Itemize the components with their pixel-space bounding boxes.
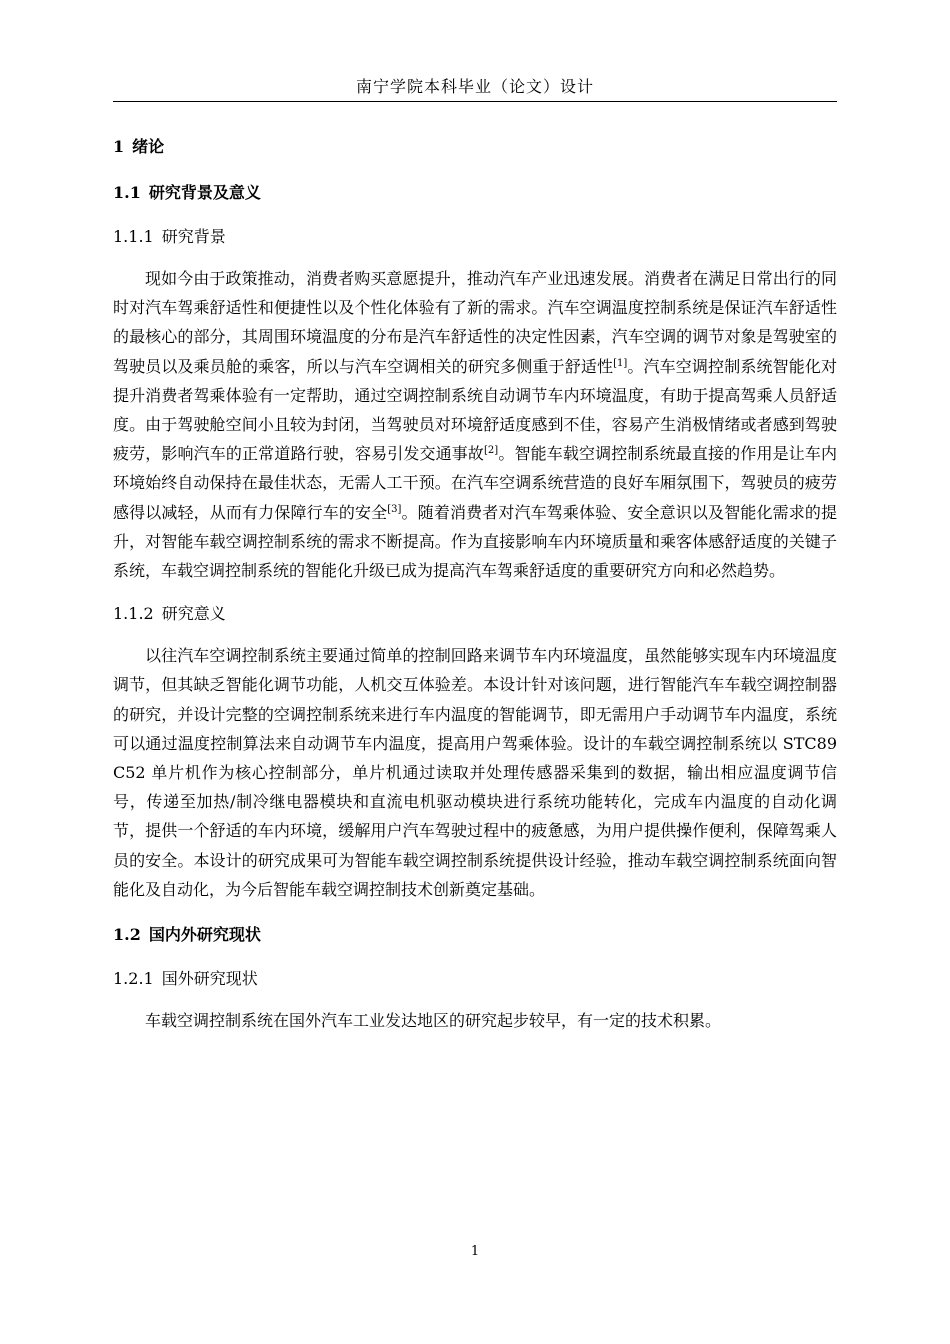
text-run: 。随着消费者对汽车驾乘体验、安全意识以及智能化需求的提升，对智能车载空调控制系统的需求不断提高。作为直接影响车内环境质量和乘客体感舒适度的关键子系统，车载空调控制系统的智能化升级已成为提高汽车驾乘舒适度的重要研究方向和必然趋势。 bbox=[113, 502, 837, 581]
paragraph-significance: 以往汽车空调控制系统主要通过简单的控制回路来调节车内环境温度，虽然能够实现车内环境温度调节，但其缺乏智能化调节功能，人机交互体验差。本设计针对该问题，进行智能汽车车载空调控制器的研究，并设计完整的空调控制系统来进行车内温度的智能调节，即无需用户手动调节车内温度，系统可以通过温度控制算法来自动调节车内温度，提高用户驾乘体验。设计的车载空调控制系统以 STC89C52 单片机作为核心控制部分，单片机通过读取并处理传感器采集到的数据，输出相应温度调节信号，传递至加热/制冷继电器模块和直流电机驱动模块进行系统功能转化，完成车内温度的自动化调节，提供一个舒适的车内环境，缓解用户汽车驾驶过程中的疲惫感，为用户提供操作便利，保障驾乘人员的安全。本设计的研究成果可为智能车载空调控制系统提供设计经验，推动车载空调控制系统面向智能化及自动化，为今后智能车载空调控制技术创新奠定基础。 bbox=[113, 646, 837, 899]
header-rule bbox=[113, 101, 837, 102]
page-body bbox=[113, 132, 837, 1035]
section-title: 国内外研究现状 bbox=[148, 925, 261, 945]
subsection-number: 1.2.1 bbox=[113, 969, 154, 989]
chapter-heading bbox=[113, 132, 837, 162]
subsection-heading-1-1-2 bbox=[113, 599, 837, 629]
subsection-number: 1.1.1 bbox=[113, 227, 154, 246]
chapter-number: 1 bbox=[113, 137, 125, 156]
chapter-title: 绪论 bbox=[132, 137, 165, 156]
paragraph-foreign-research: 车载空调控制系统在国外汽车工业发达地区的研究起步较早，有一定的技术积累。 bbox=[145, 1011, 722, 1031]
text-run: 。汽车空调控制系统智能化对提升消费者驾乘体验有一定帮助，通过空调控制系统自动调节车内环境温度，有助于提高驾乘人员舒适度。由于驾驶舱空间小且较为封闭，当驾驶员对环境舒适度感到不佳，容易产生消极情绪或者感到驾驶疲劳，影响汽车的正常道路行驶，容易引发交通事故 bbox=[113, 356, 837, 464]
citation-ref[interactable]: [1] bbox=[613, 357, 628, 369]
paragraph-background bbox=[113, 264, 837, 585]
subsection-title: 国外研究现状 bbox=[161, 969, 258, 989]
citation-ref[interactable]: [2] bbox=[484, 445, 499, 457]
subsection-title: 研究背景 bbox=[161, 227, 226, 246]
section-title: 研究背景及意义 bbox=[148, 183, 261, 202]
running-header: 南宁学院本科毕业（论文）设计 bbox=[355, 77, 594, 96]
section-number: 1.1 bbox=[113, 183, 141, 202]
section-heading-1-2 bbox=[113, 920, 837, 950]
section-number: 1.2 bbox=[113, 925, 141, 945]
text-run: 。智能车载空调控制系统最直接的作用是让车内环境始终自动保持在最佳状态，无需人工干预。在汽车空调系统营造的良好车厢氛围下，驾驶员的疲劳感得以减轻，从而有力保障行车的安全 bbox=[113, 444, 837, 522]
subsection-title: 研究意义 bbox=[161, 604, 226, 624]
citation-ref[interactable]: [3] bbox=[387, 503, 402, 515]
subsection-heading-1-1-1 bbox=[113, 222, 837, 252]
text-run: 现如今由于政策推动，消费者购买意愿提升，推动汽车产业迅速发展。消费者在满足日常出行的同时对汽车驾乘舒适性和便捷性以及个性化体验有了新的需求。汽车空调温度控制系统是保证汽车舒适性的最核心的部分，其周围环境温度的分布是汽车舒适性的决定性因素，汽车空调的调节对象是驾驶室的驾驶员以及乘员舱的乘客，所以与汽车空调相关的研究多侧重于舒适性 bbox=[113, 269, 837, 376]
subsection-number: 1.1.2 bbox=[113, 604, 154, 624]
subsection-heading-1-2-1 bbox=[113, 964, 837, 994]
page-number: 1 bbox=[470, 1244, 480, 1259]
section-heading-1-1 bbox=[113, 178, 837, 208]
